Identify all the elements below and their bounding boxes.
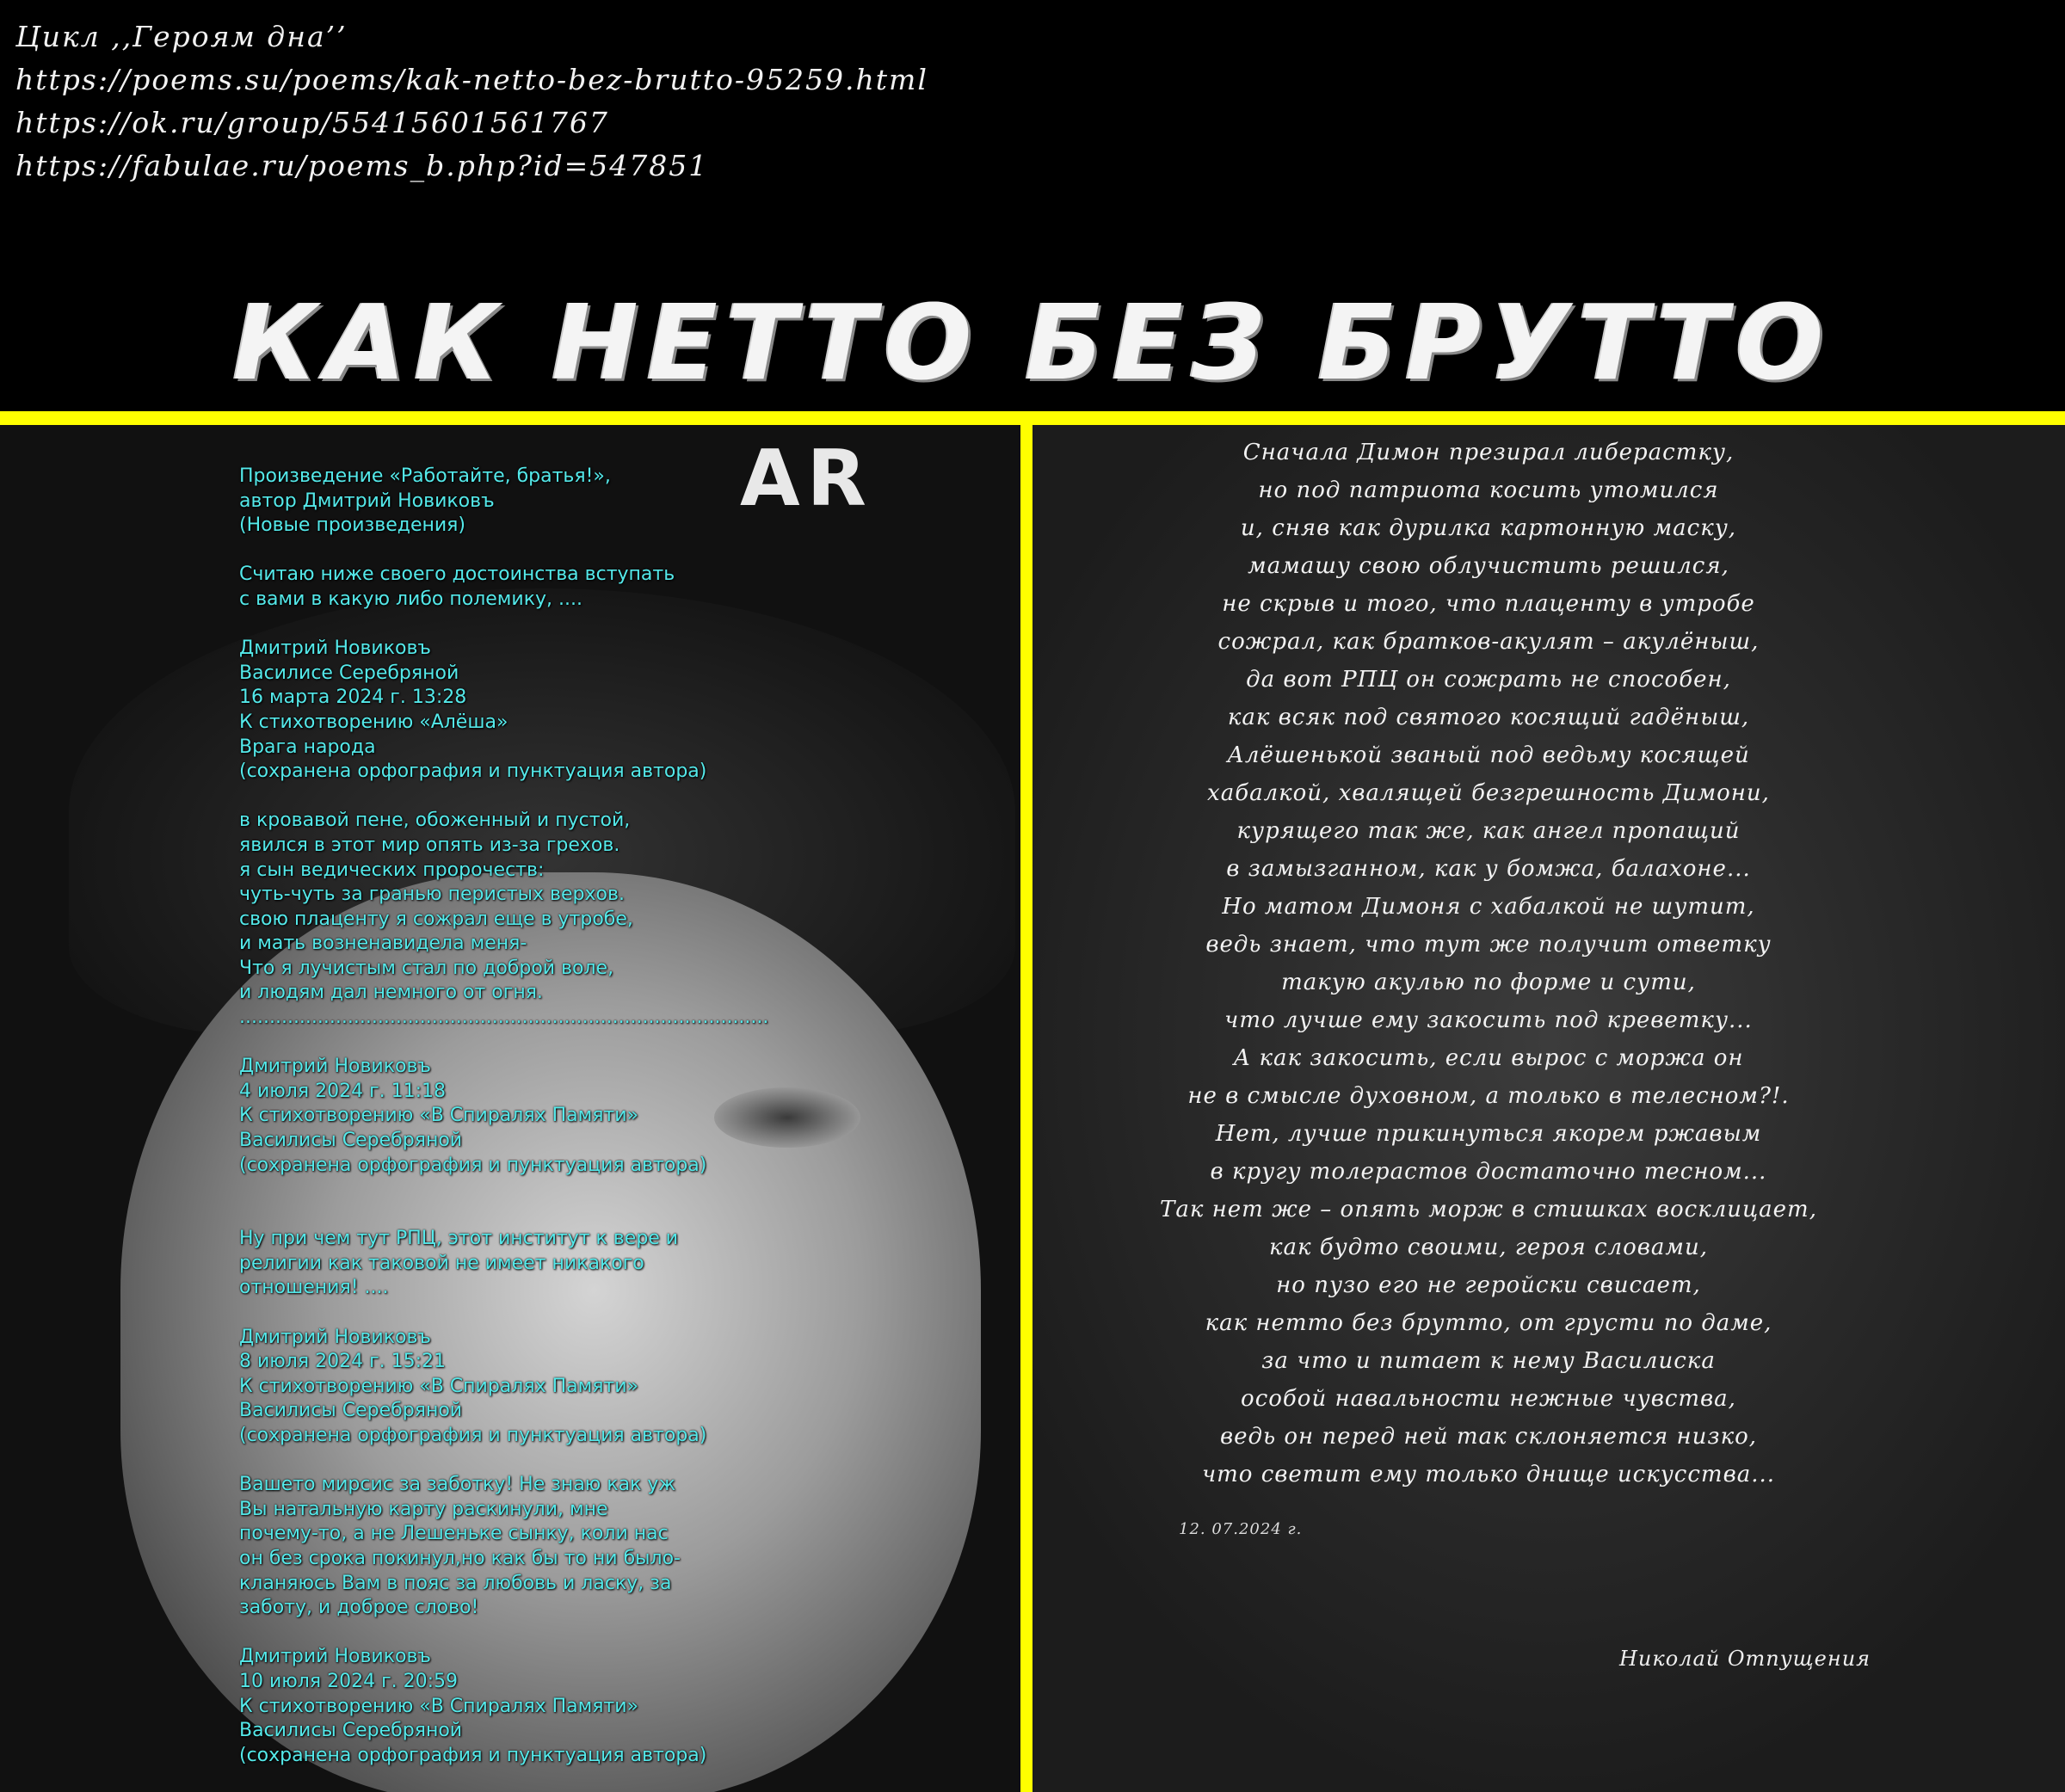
poem-line: в замызганном, как у бомжа, балахоне... [1226, 856, 1751, 882]
comment-line: К стихотворению «В Спиралях Памяти» [239, 1375, 639, 1397]
photo-panel [0, 425, 1020, 1792]
header-line: https://ok.ru/group/55415601561767 [15, 106, 609, 139]
comment-line: 8 июля 2024 г. 15:21 [239, 1351, 447, 1373]
comment-line: Произведение «Работайте, братья!», [239, 465, 611, 487]
comment-line: Василисы Серебряной [239, 1130, 463, 1152]
poem-line: что лучше ему закосить под креветку... [1224, 1007, 1753, 1033]
poem-line: как всяк под святого косящий гадёныш, [1227, 705, 1750, 730]
comment-line: с вами в какую либо полемику, .... [239, 588, 583, 610]
comment-line: Дмитрий Новиковъ [239, 1326, 431, 1348]
comment-line: заботу, и доброе слово! [239, 1597, 479, 1619]
comment-line: 4 июля 2024 г. 11:18 [239, 1080, 447, 1102]
poem-line: Так нет же – опять морж в стишках восклицает, [1160, 1197, 1817, 1222]
comment-line: 10 июля 2024 г. 20:59 [239, 1670, 459, 1692]
comment-line: кланяюсь Вам в пояс за любовь и ласку, за [239, 1572, 672, 1594]
comments-text [239, 465, 996, 1792]
comment-paragraph [239, 1326, 996, 1449]
poem-line: но под патриота косить утомился [1258, 477, 1719, 503]
comment-line: и мать возненавидела меня- [239, 933, 527, 955]
comment-line: Василисы Серебряной [239, 1400, 463, 1422]
poem-text [1032, 434, 1945, 1493]
comment-line: Вы натальную карту раскинули, мне [239, 1498, 608, 1520]
comment-line: ........................................................................................ [239, 1007, 769, 1029]
comment-paragraph [239, 1473, 996, 1621]
poem-line: Сначала Димон презирал либерастку, [1242, 440, 1735, 465]
poem-line: в кругу толерастов достаточно тесном... [1210, 1159, 1767, 1185]
poem-line: курящего так же, как ангел пропащий [1236, 818, 1741, 844]
comment-line: Считаю ниже своего достоинства вступать [239, 563, 675, 586]
header [0, 0, 2065, 411]
poem-author: Николай Отпущения [1619, 1647, 1871, 1671]
poem-line: как будто своими, героя словами, [1268, 1235, 1709, 1260]
comment-line: Дмитрий Новиковъ [239, 1646, 431, 1668]
poem-line: как нетто без брутто, от грусти по даме, [1205, 1310, 1772, 1336]
poem-line: ведь он перед ней так склоняется низко, [1219, 1424, 1758, 1450]
comment-line: Василисы Серебряной [239, 1720, 463, 1742]
comment-line: (сохранена орфография и пунктуация автора) [239, 1154, 707, 1176]
poem-line: но пузо его не геройски свисает, [1276, 1272, 1701, 1298]
comment-line: (сохранена орфография и пунктуация автора) [239, 1744, 707, 1766]
poem-line: за что и питает к нему Василиска [1261, 1348, 1716, 1374]
main-title: КАК НЕТТО БЕЗ БРУТТО [232, 284, 1833, 403]
comment-paragraph [239, 1055, 996, 1178]
poem-line: что светит ему только днище искусства... [1201, 1462, 1776, 1487]
comment-line: в кровавой пене, обоженный и пустой, [239, 810, 631, 832]
poem-line: Но матом Димоня с хабалкой не шутит, [1222, 894, 1755, 920]
comment-paragraph [239, 1227, 996, 1301]
comment-line: Что я лучистым стал по доброй воле, [239, 957, 614, 979]
poem-line: особой навальности нежные чувства, [1241, 1386, 1736, 1412]
yellow-frame-divider [1020, 425, 1032, 1792]
comment-line: Вашето мирсис за заботку! Не знаю как уж [239, 1474, 676, 1496]
comment-line: Василисе Серебряной [239, 662, 459, 684]
comment-line: свою плаценту я сожрал еще в утробе, [239, 908, 633, 930]
header-line: https://poems.su/poems/kak-netto-bez-brutto-95259.html [15, 63, 928, 96]
comment-paragraph [239, 465, 996, 539]
comment-paragraph [239, 1645, 996, 1768]
comment-line: явился в этот мир опять из-за грехов. [239, 834, 620, 856]
comment-line: он без срока покинул,но как бы то ни было- [239, 1547, 681, 1569]
poem-line: Нет, лучше прикинуться якорем ржавым [1215, 1121, 1762, 1147]
comment-line: почему-то, а не Лешеньке сынку, коли нас [239, 1523, 669, 1545]
poem-line: Алёшенькой званый под ведьму косящей [1227, 742, 1750, 768]
header-line: https://fabulae.ru/poems_b.php?id=547851 [15, 149, 709, 182]
yellow-frame-top [0, 411, 2065, 425]
poem-line: не в смысле духовном, а только в телесном?!. [1187, 1083, 1790, 1109]
poem-line: мамашу свою облучистить решился, [1248, 553, 1729, 579]
poem-date: 12. 07.2024 г. [1179, 1520, 1303, 1538]
comment-line: Врага народа [239, 736, 376, 758]
poem-line: сожрал, как братков-акулят – акулёныш, [1217, 629, 1760, 655]
comment-line: (Новые произведения) [239, 514, 466, 537]
comment-line: Ну при чем тут РПЦ, этот институт к вере и [239, 1228, 679, 1250]
comment-line: К стихотворению «Алёша» [239, 711, 509, 733]
comment-line: (сохранена орфография и пунктуация автора) [239, 761, 707, 783]
comment-line: Дмитрий Новиковъ [239, 637, 431, 660]
comment-line: я сын ведических пророчеств: [239, 859, 545, 881]
comment-line: религии как таковой не имеет никакого [239, 1252, 644, 1274]
poem-line: да вот РПЦ он сожрать не способен, [1246, 667, 1731, 693]
poem-line: ведь знает, что тут же получит ответку [1205, 932, 1772, 958]
poem-line: и, сняв как дурилка картонную маску, [1240, 515, 1737, 541]
poem-line: А как закосить, если вырос с моржа он [1233, 1045, 1744, 1071]
comment-paragraph [239, 809, 996, 1030]
header-lines [15, 15, 928, 188]
comment-paragraph [239, 637, 996, 785]
poem-line: такую акулью по форме и сути, [1281, 970, 1696, 995]
poem-line: хабалкой, хвалящей безгрешность Димони, [1207, 780, 1770, 806]
comment-line: Дмитрий Новиковъ [239, 1056, 431, 1078]
comment-line: К стихотворению «В Спиралях Памяти» [239, 1695, 639, 1717]
comment-line: и людям дал немного от огня. [239, 982, 543, 1004]
comment-paragraph [239, 563, 996, 612]
photo-background-sign: AR [740, 434, 873, 524]
poem-panel [1032, 425, 2065, 1792]
poem-line: не скрыв и того, что плаценту в утробе [1222, 591, 1755, 617]
comment-line: К стихотворению «В Спиралях Памяти» [239, 1105, 639, 1127]
comment-line: автор Дмитрий Новиковъ [239, 490, 495, 512]
comment-line: (сохранена орфография и пунктуация автора) [239, 1424, 707, 1446]
comment-line: чуть-чуть за гранью перистых верхов. [239, 884, 625, 906]
comment-line: 16 марта 2024 г. 13:28 [239, 687, 467, 709]
comment-line: отношения! .... [239, 1277, 389, 1299]
header-line: Цикл ,,Героям дна’’ [15, 20, 348, 53]
